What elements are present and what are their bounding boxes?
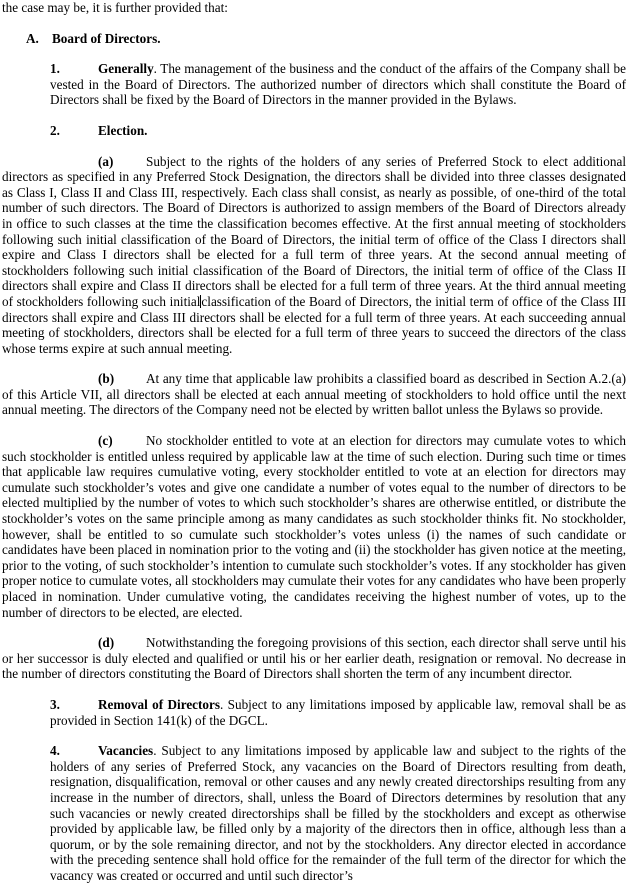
section-heading: Removal of Directors: [98, 696, 220, 712]
subsection-label: (b): [98, 371, 115, 387]
section-generally: [2, 61, 626, 108]
heading-title-suffix: .: [157, 30, 161, 46]
section-number: 3.: [50, 696, 60, 712]
section-body: . Subject to any limitations imposed by applicable law and subject to the rights of the holders of any series of Preferred Stock, any vacancies on the Board of Directors resulting from death, resignation, disqualification, removal or other causes and any newly created directorships resulting from any increase in the number of directors, shall, unless the Board of Directors determines by resolution that any such vacancies or newly created directorships shall be filled by the stockholders and except as otherwise provided by applicable law, be filled only by a majority of the directors then in office, although less than a quorum, or by the sole remaining director, and not by the stockholders. Any director elected in accordance with the preceding sentence shall hold office for the remainder of the full term of the director for which the vacancy was created or occurred and until such director’s: [50, 743, 626, 883]
section-heading: Generally: [98, 61, 154, 77]
subsection-label: (d): [98, 635, 115, 651]
section-heading: Vacancies: [98, 743, 154, 759]
section-vacancies[interactable]: [2, 743, 626, 883]
subsection-text: At any time that applicable law prohibits a classified board as described in Section A.2.(a) of this Article VII, all directors shall be elected at each annual meeting of stockholders to hold office until the next annual meeting. The directors of the Company need not be elected by written ballot unless the Bylaws so provide.: [2, 371, 626, 418]
section-election: [2, 123, 626, 139]
election-subsection-c[interactable]: [2, 433, 626, 620]
subsection-text-part-2: classification of the Board of Directors, the initial term of office of the Class III directors shall expire and Class III directors shall be elected for a full term of three years. At each succeeding annual meeting of stockholders, directors shall be elected for a full term of three years to succeed the directors of the class whose terms expire at such annual meeting.: [2, 293, 626, 356]
section-body: . Subject to any limitations imposed by applicable law, removal shall be as provided in Section 141(k) of the DGCL.: [50, 696, 626, 728]
election-subsection-b[interactable]: [2, 371, 626, 418]
section-number: 4.: [50, 743, 60, 759]
subsection-text: No stockholder entitled to vote at an election for directors may cumulate votes to which such stockholder is entitled unless required by applicable law at the time of such election. During such time or times that applicable law requires cumulative voting, every stockholder entitled to vote at an election for directors may cumulate such stockholder’s votes and give one candidate a number of votes equal to the number of directors to be elected multiplied by the number of votes to which such stockholder’s shares are otherwise entitled, or distribute the stockholder’s votes on the same principle among as many candidates as such stockholder thinks fit. No stockholder, however, shall be entitled to so cumulate such stockholder’s votes unless (i) the names of such candidate or candidates have been placed in nomination prior to the voting and (ii) the stockholder has given notice at the meeting, prior to the voting, of such stockholder’s intention to cumulate such stockholder’s votes. If any stockholder has given proper notice to cumulate votes, all stockholders may cumulate their votes for any candidates who have been properly placed in nomination. Under cumulative voting, the candidates receiving the highest number of votes, up to the number of directors to be elected, are elected.: [2, 433, 626, 620]
election-subsection-d[interactable]: [2, 635, 626, 682]
heading-label: A.: [26, 30, 39, 46]
board-of-directors-heading: [2, 31, 626, 47]
subsection-label: (a): [98, 153, 114, 169]
subsection-text-part-1: Subject to the rights of the holders of any series of Preferred Stock to elect additional directors as specified in any Preferred Stock Designation, the directors shall be divided into three classes designated as Class I, Class II and Class III, respectively. Each class shall consist, as nearly as possible, of one-third of the total number of such directors. The Board of Directors is authorized to assign members of the Board of Directors already in office to such classes at the time the classification becomes effective. At the first annual meeting of stockholders following such initial classification of the Board of Directors, the initial term of office of the Class I directors shall expire and Class I directors shall be elected for a full term of three years. At the second annual meeting of stockholders following such initial classification of the Board of Directors, the initial term of office of the Class II directors shall expire and Class II directors shall be elected for a full term of three years. At the third annual meeting of stockholders following such initial: [2, 153, 626, 309]
section-body: . The management of the business and the conduct of the affairs of the Company shall be vested in the Board of Directors. The authorized number of directors which shall constitute the Board of Directors shall be fixed by the Board of Directors in the manner provided in the Bylaws.: [50, 61, 626, 108]
election-subsection-a[interactable]: [2, 154, 626, 357]
document-page: [2, 0, 626, 884]
subsection-label: (c): [98, 433, 113, 449]
section-number: 2.: [50, 122, 60, 138]
section-heading: Election.: [98, 122, 148, 138]
heading-title: Board of Directors: [52, 30, 158, 46]
subsection-text: Notwithstanding the foregoing provisions of this section, each director shall serve until his or her successor is duly elected and qualified or until his or her earlier death, resignation or removal. No decrease in the number of directors constituting the Board of Directors shall shorten the term of any incumbent director.: [2, 635, 626, 682]
section-removal-of-directors[interactable]: [2, 697, 626, 728]
lead-in-text: the case may be, it is further provided that:: [2, 0, 228, 15]
section-number: 1.: [50, 61, 60, 77]
